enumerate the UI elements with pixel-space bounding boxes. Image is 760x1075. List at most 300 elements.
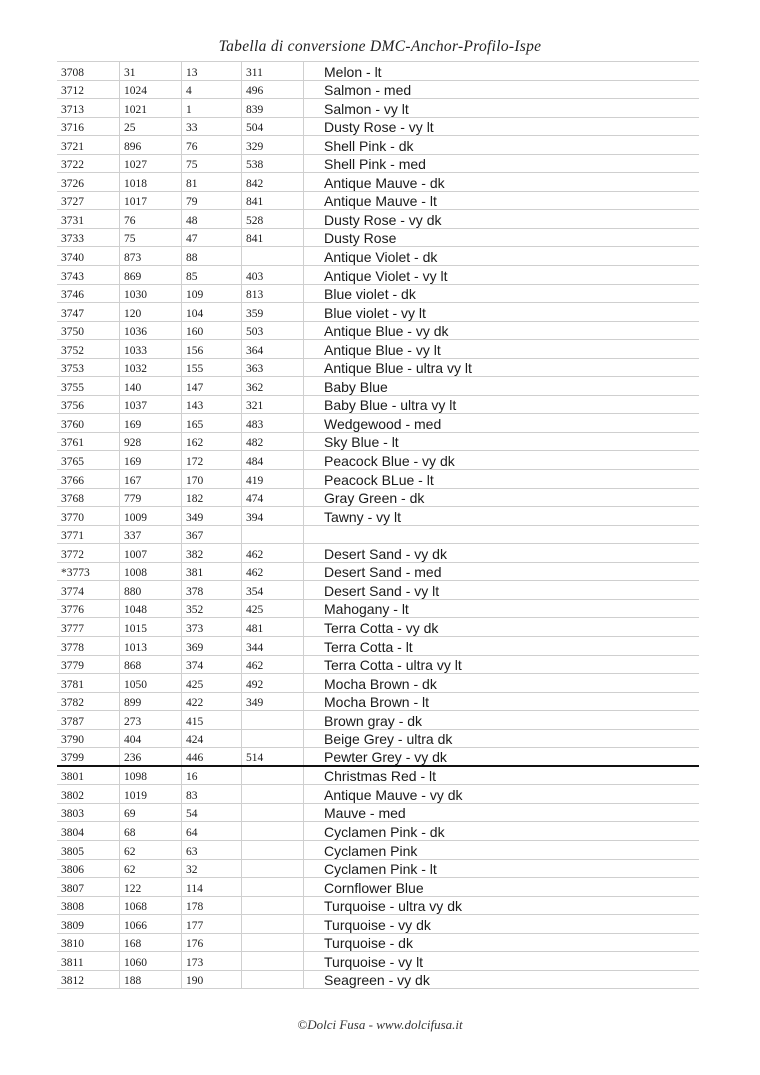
ispe-code-cell: 503	[242, 322, 304, 340]
color-name-cell: Pewter Grey - vy dk	[324, 748, 447, 765]
profilo-code-cell: 85	[182, 266, 242, 284]
color-name-cell: Antique Blue - vy lt	[324, 341, 441, 358]
anchor-code-cell: 1048	[120, 600, 182, 618]
profilo-code-cell: 88	[182, 247, 242, 265]
ispe-code-cell	[242, 804, 304, 822]
color-name-cell: Dusty Rose - vy lt	[324, 119, 434, 136]
anchor-code-cell: 76	[120, 210, 182, 228]
dmc-code-cell: 3805	[57, 841, 120, 859]
anchor-code-cell: 169	[120, 414, 182, 432]
color-name-cell: Beige Grey - ultra dk	[324, 731, 453, 748]
dmc-code-cell: 3809	[57, 915, 120, 933]
ispe-code-cell: 354	[242, 581, 304, 599]
profilo-code-cell: 16	[182, 767, 242, 785]
profilo-code-cell: 33	[182, 118, 242, 136]
anchor-code-cell: 1018	[120, 173, 182, 191]
anchor-code-cell: 273	[120, 711, 182, 729]
color-name-cell: Mauve - med	[324, 805, 406, 822]
ispe-code-cell: 528	[242, 210, 304, 228]
color-name-cell: Turquoise - vy dk	[324, 916, 431, 933]
profilo-code-cell: 143	[182, 396, 242, 414]
anchor-code-cell: 120	[120, 303, 182, 321]
ispe-code-cell: 329	[242, 136, 304, 154]
ispe-code-cell: 504	[242, 118, 304, 136]
color-name-cell: Terra Cotta - lt	[324, 638, 413, 655]
profilo-code-cell: 369	[182, 637, 242, 655]
color-name-cell: Dusty Rose - vy dk	[324, 211, 442, 228]
profilo-code-cell: 177	[182, 915, 242, 933]
profilo-code-cell: 47	[182, 229, 242, 247]
table-row	[57, 266, 699, 285]
anchor-code-cell: 62	[120, 841, 182, 859]
dmc-code-cell: 3740	[57, 247, 120, 265]
dmc-code-cell: 3756	[57, 396, 120, 414]
profilo-code-cell: 172	[182, 451, 242, 469]
dmc-code-cell: 3721	[57, 136, 120, 154]
table-row	[57, 489, 699, 508]
ispe-code-cell: 514	[242, 748, 304, 765]
color-name-cell: Antique Blue - vy dk	[324, 323, 449, 340]
anchor-code-cell: 1024	[120, 81, 182, 99]
anchor-code-cell: 69	[120, 804, 182, 822]
color-name-cell: Brown gray - dk	[324, 712, 423, 729]
dmc-code-cell: 3790	[57, 730, 120, 748]
ispe-code-cell	[242, 878, 304, 896]
profilo-code-cell: 1	[182, 99, 242, 117]
dmc-code-cell: 3750	[57, 322, 120, 340]
dmc-code-cell: 3716	[57, 118, 120, 136]
color-name-cell: Salmon - vy lt	[324, 100, 409, 117]
ispe-code-cell: 359	[242, 303, 304, 321]
dmc-code-cell: 3731	[57, 210, 120, 228]
dmc-code-cell: *3773	[57, 563, 120, 581]
table-row	[57, 136, 699, 155]
ispe-code-cell: 839	[242, 99, 304, 117]
anchor-code-cell: 337	[120, 526, 182, 544]
anchor-code-cell: 68	[120, 822, 182, 840]
color-name-cell: Gray Green - dk	[324, 490, 425, 507]
ispe-code-cell: 538	[242, 155, 304, 173]
color-name-cell: Blue violet - vy lt	[324, 304, 426, 321]
table-row	[57, 656, 699, 675]
dmc-code-cell: 3803	[57, 804, 120, 822]
anchor-code-cell: 1037	[120, 396, 182, 414]
ispe-code-cell: 462	[242, 544, 304, 562]
table-row	[57, 173, 699, 192]
profilo-code-cell: 162	[182, 433, 242, 451]
profilo-code-cell: 349	[182, 507, 242, 525]
anchor-code-cell: 168	[120, 934, 182, 952]
anchor-code-cell: 1019	[120, 785, 182, 803]
profilo-code-cell: 79	[182, 192, 242, 210]
profilo-code-cell: 374	[182, 656, 242, 674]
anchor-code-cell: 1013	[120, 637, 182, 655]
color-name-cell: Mahogany - lt	[324, 601, 409, 618]
anchor-code-cell: 899	[120, 693, 182, 711]
profilo-code-cell: 76	[182, 136, 242, 154]
dmc-code-cell: 3811	[57, 952, 120, 970]
dmc-code-cell: 3747	[57, 303, 120, 321]
table-row	[57, 99, 699, 118]
table-row	[57, 433, 699, 452]
table-row	[57, 340, 699, 359]
anchor-code-cell: 1021	[120, 99, 182, 117]
table-row	[57, 507, 699, 526]
ispe-code-cell	[242, 247, 304, 265]
profilo-code-cell: 32	[182, 860, 242, 878]
profilo-code-cell: 182	[182, 489, 242, 507]
table-row	[57, 192, 699, 211]
profilo-code-cell: 176	[182, 934, 242, 952]
dmc-code-cell: 3777	[57, 618, 120, 636]
anchor-code-cell: 1009	[120, 507, 182, 525]
color-name-cell: Sky Blue - lt	[324, 434, 399, 451]
ispe-code-cell	[242, 711, 304, 729]
table-row	[57, 563, 699, 582]
color-name-cell: Tawny - vy lt	[324, 508, 402, 525]
dmc-code-cell: 3733	[57, 229, 120, 247]
color-name-cell: Terra Cotta - vy dk	[324, 619, 439, 636]
color-name-cell: Salmon - med	[324, 82, 412, 99]
ispe-code-cell: 841	[242, 192, 304, 210]
profilo-code-cell: 373	[182, 618, 242, 636]
anchor-code-cell: 1033	[120, 340, 182, 358]
anchor-code-cell: 167	[120, 470, 182, 488]
table-row	[57, 767, 699, 786]
color-name-cell: Melon - lt	[324, 63, 382, 80]
profilo-code-cell: 382	[182, 544, 242, 562]
dmc-code-cell: 3787	[57, 711, 120, 729]
color-name-cell: Baby Blue - ultra vy lt	[324, 397, 457, 414]
table-row	[57, 785, 699, 804]
color-name-cell: Seagreen - vy dk	[324, 972, 430, 989]
anchor-code-cell: 1060	[120, 952, 182, 970]
table-row	[57, 229, 699, 248]
dmc-code-cell: 3770	[57, 507, 120, 525]
color-name-cell: Antique Blue - ultra vy lt	[324, 360, 472, 377]
table-row	[57, 359, 699, 378]
ispe-code-cell: 482	[242, 433, 304, 451]
anchor-code-cell: 1027	[120, 155, 182, 173]
ispe-code-cell	[242, 841, 304, 859]
page-title: Tabella di conversione DMC-Anchor-Profilo-Ispe	[218, 38, 542, 55]
table-row	[57, 451, 699, 470]
color-name-cell	[304, 526, 699, 544]
anchor-code-cell: 122	[120, 878, 182, 896]
dmc-code-cell: 3765	[57, 451, 120, 469]
table-row	[57, 303, 699, 322]
table-row	[57, 600, 699, 619]
anchor-code-cell: 880	[120, 581, 182, 599]
anchor-code-cell: 62	[120, 860, 182, 878]
dmc-code-cell: 3726	[57, 173, 120, 191]
color-name-cell: Cyclamen Pink - dk	[324, 823, 445, 840]
profilo-code-cell: 178	[182, 897, 242, 915]
dmc-code-cell: 3768	[57, 489, 120, 507]
table-row	[57, 674, 699, 693]
color-name-cell: Wedgewood - med	[324, 415, 442, 432]
table-row	[57, 81, 699, 100]
anchor-code-cell: 140	[120, 377, 182, 395]
profilo-code-cell: 170	[182, 470, 242, 488]
profilo-code-cell: 381	[182, 563, 242, 581]
ispe-code-cell: 419	[242, 470, 304, 488]
dmc-code-cell: 3774	[57, 581, 120, 599]
dmc-code-cell: 3752	[57, 340, 120, 358]
table-row	[57, 470, 699, 489]
dmc-code-cell: 3779	[57, 656, 120, 674]
dmc-code-cell: 3712	[57, 81, 120, 99]
footer-credit: ©Dolci Fusa - www.dolcifusa.it	[297, 1017, 463, 1032]
ispe-code-cell: 462	[242, 563, 304, 581]
ispe-code-cell: 363	[242, 359, 304, 377]
anchor-code-cell: 1068	[120, 897, 182, 915]
dmc-code-cell: 3713	[57, 99, 120, 117]
color-name-cell: Terra Cotta - ultra vy lt	[324, 657, 462, 674]
anchor-code-cell: 1007	[120, 544, 182, 562]
profilo-code-cell: 147	[182, 377, 242, 395]
dmc-code-cell: 3766	[57, 470, 120, 488]
ispe-code-cell	[242, 952, 304, 970]
conversion-table	[57, 61, 699, 989]
table-row	[57, 878, 699, 897]
table-row	[57, 285, 699, 304]
table-row	[57, 897, 699, 916]
table-row	[57, 952, 699, 971]
profilo-code-cell: 422	[182, 693, 242, 711]
ispe-code-cell: 362	[242, 377, 304, 395]
color-name-cell: Antique Mauve - lt	[324, 193, 437, 210]
table-row	[57, 693, 699, 712]
color-name-cell: Desert Sand - med	[324, 564, 442, 581]
ispe-code-cell: 394	[242, 507, 304, 525]
dmc-code-cell: 3801	[57, 767, 120, 785]
profilo-code-cell: 165	[182, 414, 242, 432]
dmc-code-cell: 3778	[57, 637, 120, 655]
table-row	[57, 915, 699, 934]
profilo-code-cell: 378	[182, 581, 242, 599]
dmc-code-cell: 3810	[57, 934, 120, 952]
table-row	[57, 748, 699, 767]
table-row	[57, 581, 699, 600]
color-name-cell: Antique Violet - vy lt	[324, 267, 448, 284]
profilo-code-cell: 352	[182, 600, 242, 618]
anchor-code-cell: 896	[120, 136, 182, 154]
dmc-code-cell: 3781	[57, 674, 120, 692]
color-name-cell: Turquoise - vy lt	[324, 953, 424, 970]
dmc-code-cell: 3782	[57, 693, 120, 711]
ispe-code-cell: 483	[242, 414, 304, 432]
profilo-code-cell: 173	[182, 952, 242, 970]
ispe-code-cell: 403	[242, 266, 304, 284]
dmc-code-cell: 3760	[57, 414, 120, 432]
ispe-code-cell: 344	[242, 637, 304, 655]
profilo-code-cell: 4	[182, 81, 242, 99]
ispe-code-cell	[242, 785, 304, 803]
dmc-code-cell: 3727	[57, 192, 120, 210]
anchor-code-cell: 928	[120, 433, 182, 451]
color-name-cell: Turquoise - dk	[324, 935, 413, 952]
profilo-code-cell: 424	[182, 730, 242, 748]
ispe-code-cell: 842	[242, 173, 304, 191]
ispe-code-cell: 321	[242, 396, 304, 414]
profilo-code-cell: 425	[182, 674, 242, 692]
color-name-cell: Dusty Rose	[324, 230, 397, 247]
color-name-cell: Shell Pink - med	[324, 156, 426, 173]
table-row	[57, 414, 699, 433]
ispe-code-cell	[242, 897, 304, 915]
dmc-code-cell: 3804	[57, 822, 120, 840]
ispe-code-cell	[242, 971, 304, 989]
ispe-code-cell	[242, 915, 304, 933]
ispe-code-cell: 311	[242, 62, 304, 80]
anchor-code-cell: 169	[120, 451, 182, 469]
ispe-code-cell	[242, 822, 304, 840]
color-name-cell: Turquoise - ultra vy dk	[324, 898, 462, 915]
color-name-cell: Peacock BLue - lt	[324, 471, 434, 488]
profilo-code-cell: 81	[182, 173, 242, 191]
profilo-code-cell: 64	[182, 822, 242, 840]
anchor-code-cell: 869	[120, 266, 182, 284]
table-row	[57, 971, 699, 990]
dmc-code-cell: 3799	[57, 748, 120, 765]
profilo-code-cell: 114	[182, 878, 242, 896]
table-row	[57, 247, 699, 266]
profilo-code-cell: 104	[182, 303, 242, 321]
anchor-code-cell: 1008	[120, 563, 182, 581]
dmc-code-cell: 3772	[57, 544, 120, 562]
dmc-code-cell: 3806	[57, 860, 120, 878]
ispe-code-cell: 484	[242, 451, 304, 469]
anchor-code-cell: 868	[120, 656, 182, 674]
color-name-cell: Antique Mauve - vy dk	[324, 786, 463, 803]
table-row	[57, 118, 699, 137]
table-row	[57, 841, 699, 860]
ispe-code-cell: 813	[242, 285, 304, 303]
dmc-code-cell: 3708	[57, 62, 120, 80]
ispe-code-cell: 492	[242, 674, 304, 692]
anchor-code-cell: 236	[120, 748, 182, 765]
ispe-code-cell: 462	[242, 656, 304, 674]
anchor-code-cell: 873	[120, 247, 182, 265]
color-name-cell: Desert Sand - vy dk	[324, 545, 447, 562]
dmc-code-cell: 3743	[57, 266, 120, 284]
color-name-cell: Shell Pink - dk	[324, 137, 414, 154]
profilo-code-cell: 415	[182, 711, 242, 729]
profilo-code-cell: 75	[182, 155, 242, 173]
profilo-code-cell: 446	[182, 748, 242, 765]
table-row	[57, 396, 699, 415]
dmc-code-cell: 3812	[57, 971, 120, 989]
anchor-code-cell: 1066	[120, 915, 182, 933]
dmc-code-cell: 3808	[57, 897, 120, 915]
ispe-code-cell	[242, 526, 304, 544]
color-name-cell: Cornflower Blue	[324, 879, 424, 896]
anchor-code-cell: 1098	[120, 767, 182, 785]
table-row	[57, 377, 699, 396]
dmc-code-cell: 3776	[57, 600, 120, 618]
color-name-cell: Antique Violet - dk	[324, 249, 438, 266]
anchor-code-cell: 779	[120, 489, 182, 507]
profilo-code-cell: 83	[182, 785, 242, 803]
ispe-code-cell: 481	[242, 618, 304, 636]
profilo-code-cell: 48	[182, 210, 242, 228]
anchor-code-cell: 25	[120, 118, 182, 136]
dmc-code-cell: 3771	[57, 526, 120, 544]
dmc-code-cell: 3753	[57, 359, 120, 377]
table-row	[57, 804, 699, 823]
dmc-code-cell: 3807	[57, 878, 120, 896]
ispe-code-cell	[242, 934, 304, 952]
color-name-cell: Cyclamen Pink - lt	[324, 861, 437, 878]
table-row	[57, 155, 699, 174]
anchor-code-cell: 1032	[120, 359, 182, 377]
profilo-code-cell: 155	[182, 359, 242, 377]
anchor-code-cell: 31	[120, 62, 182, 80]
anchor-code-cell: 1036	[120, 322, 182, 340]
dmc-code-cell: 3755	[57, 377, 120, 395]
dmc-code-cell: 3802	[57, 785, 120, 803]
table-row	[57, 637, 699, 656]
color-name-cell: Peacock Blue - vy dk	[324, 453, 455, 470]
table-row	[57, 322, 699, 341]
ispe-code-cell	[242, 730, 304, 748]
table-row	[57, 934, 699, 953]
profilo-code-cell: 54	[182, 804, 242, 822]
color-name-cell: Blue violet - dk	[324, 286, 416, 303]
anchor-code-cell: 404	[120, 730, 182, 748]
profilo-code-cell: 160	[182, 322, 242, 340]
profilo-code-cell: 13	[182, 62, 242, 80]
anchor-code-cell: 1017	[120, 192, 182, 210]
ispe-code-cell: 364	[242, 340, 304, 358]
profilo-code-cell: 367	[182, 526, 242, 544]
color-name-cell: Baby Blue	[324, 378, 388, 395]
anchor-code-cell: 1050	[120, 674, 182, 692]
profilo-code-cell: 190	[182, 971, 242, 989]
table-row	[57, 210, 699, 229]
table-row	[57, 860, 699, 879]
anchor-code-cell: 75	[120, 229, 182, 247]
profilo-code-cell: 63	[182, 841, 242, 859]
ispe-code-cell	[242, 860, 304, 878]
ispe-code-cell	[242, 767, 304, 785]
color-name-cell: Cyclamen Pink	[324, 842, 418, 859]
table-row	[57, 822, 699, 841]
color-name-cell: Christmas Red - lt	[324, 768, 437, 785]
table-row	[57, 730, 699, 749]
profilo-code-cell: 156	[182, 340, 242, 358]
table-row	[57, 62, 699, 81]
color-name-cell: Antique Mauve - dk	[324, 174, 445, 191]
color-name-cell: Desert Sand - vy lt	[324, 582, 440, 599]
ispe-code-cell: 496	[242, 81, 304, 99]
ispe-code-cell: 841	[242, 229, 304, 247]
dmc-code-cell: 3761	[57, 433, 120, 451]
table-row	[57, 618, 699, 637]
color-name-cell: Mocha Brown - lt	[324, 694, 430, 711]
anchor-code-cell: 1030	[120, 285, 182, 303]
dmc-code-cell: 3722	[57, 155, 120, 173]
ispe-code-cell: 474	[242, 489, 304, 507]
ispe-code-cell: 349	[242, 693, 304, 711]
dmc-code-cell: 3746	[57, 285, 120, 303]
anchor-code-cell: 1015	[120, 618, 182, 636]
table-row	[57, 711, 699, 730]
ispe-code-cell: 425	[242, 600, 304, 618]
profilo-code-cell: 109	[182, 285, 242, 303]
color-name-cell: Mocha Brown - dk	[324, 675, 437, 692]
